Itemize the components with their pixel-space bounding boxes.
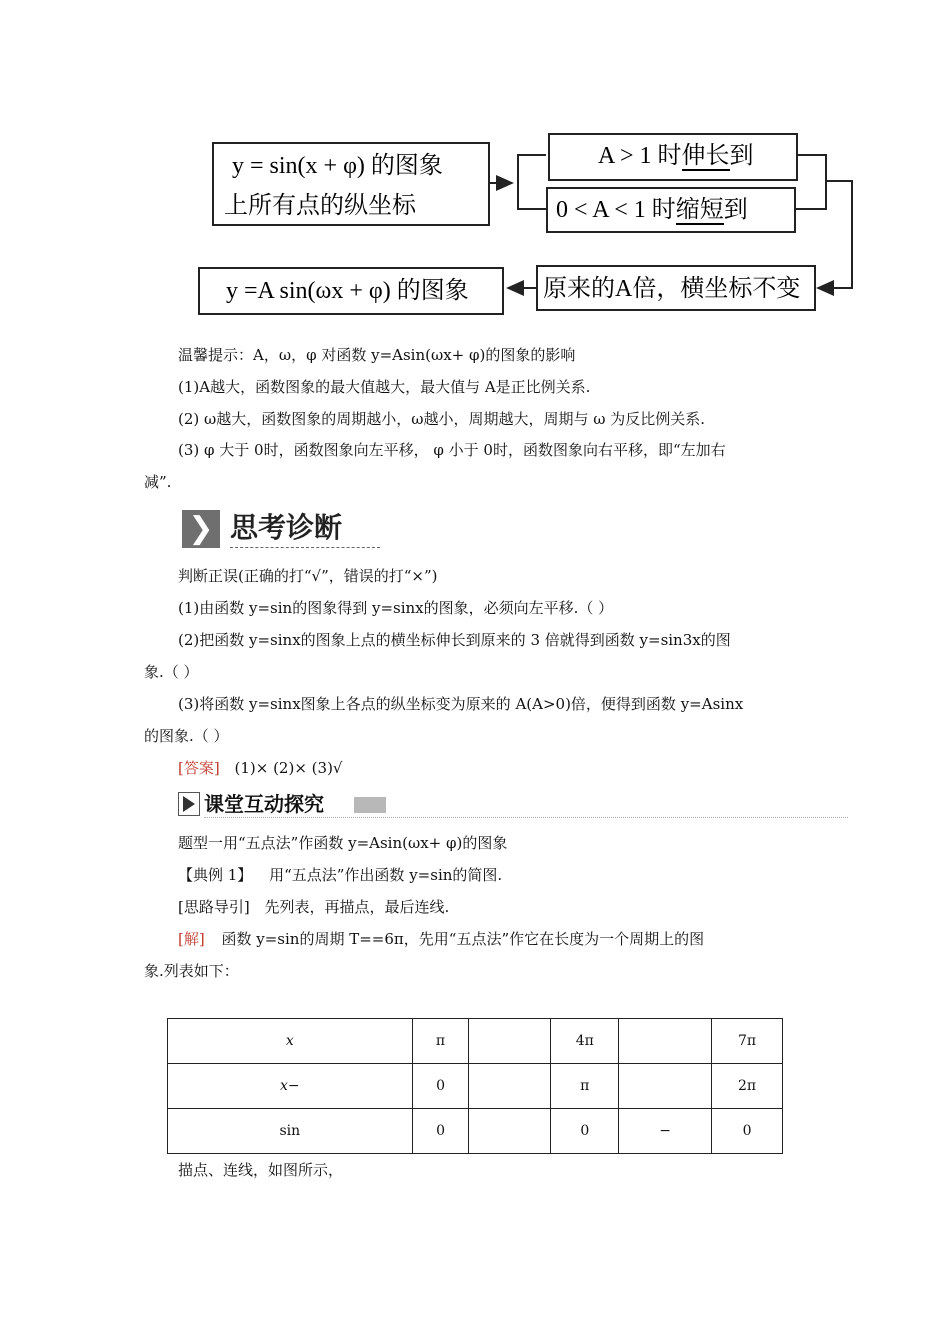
table-cell: 2π [712,1064,783,1109]
flow-box-stretch-underlined: 伸长 [681,143,730,169]
example-text: 用“五点法”作出函数 y=sin的简图. [269,866,503,884]
flow-box-scale-text: 原来的A倍，横坐标不变 [543,276,801,302]
table-cell: − [619,1109,712,1154]
play-arrow-icon [178,792,200,816]
judge-intro: 判断正误(正确的打“√”，错误的打“×”) [178,567,438,585]
answer-line [178,758,342,778]
flow-box-result-formula: y =A sin(ωx + φ) [226,278,391,304]
question-2a: (2)把函数 y=sinx的图象上点的横坐标伸长到原来的 3 倍就得到函数 y=sin3x的图 [178,631,731,649]
section-divider-class [204,817,848,818]
hint-line [178,897,449,917]
flow-box-shrink-post: 到 [723,197,748,223]
table-row [168,1109,783,1154]
table-cell [619,1019,712,1064]
question-3a: (3)将函数 y=sinx图象上各点的纵坐标变为原来的 A(A>0)倍，便得到函数 y=Asinx [178,695,744,713]
table-cell: 0 [412,1109,469,1154]
after-table-text: 描点、连线，如图所示， [178,1161,344,1179]
tips-point-3b: 减”. [144,473,172,491]
tips-point-1: (1)A越大，函数图象的最大值越大，最大值与 A是正比例关系. [178,378,591,396]
question-1: (1)由函数 y=sin的图象得到 y=sinx的图象，必须向左平移.（ ） [178,599,614,617]
tips-intro: 温馨提示：A，ω，φ 对函数 y=Asin(ωx+ φ)的图象的影响 [178,346,576,364]
solution-label: [解] [178,930,205,948]
table-cell: x [168,1019,413,1064]
table-cell [469,1019,551,1064]
flow-box-stretch-post: 到 [729,143,754,169]
table-cell: x− [168,1064,413,1109]
section-header-class [178,790,848,820]
section-header-thinking [182,510,382,550]
tips-point-3a: (3) φ 大于 0时，函数图象向左平移， φ 小于 0时，函数图象向右平移，即“左加右 [178,441,726,459]
example-label: 【典例 1】 [178,866,253,884]
value-table [167,1018,783,1154]
table-cell: 0 [712,1109,783,1154]
flow-box-source-line2: 上所有点的纵坐标 [224,193,416,219]
flow-box-shrink-underlined: 缩短 [675,197,724,223]
table-cell: 0 [412,1064,469,1109]
example-line [178,865,502,885]
hint-text: 先列表，再描点，最后连线. [264,898,450,916]
section-title-class: 课堂互动探究 [204,792,324,816]
hint-label: [思路导引] [178,898,250,916]
table-cell [469,1064,551,1109]
table-cell: sin [168,1109,413,1154]
section-header-bar [354,797,386,813]
solution-line-2: 象.列表如下： [144,962,239,980]
table-cell: 0 [551,1109,619,1154]
solution-text: 函数 y=sin的周期 T==6π，先用“五点法”作它在长度为一个周期上的图 [221,930,705,948]
connector-branch-bracket-left [518,155,546,209]
tips-point-2: (2) ω越大，函数图象的周期越小，ω越小，周期越大，周期与 ω 为反比例关系. [178,410,706,428]
topic-line: 题型一用“五点法”作函数 y=Asin(ωx+ φ)的图象 [178,834,508,852]
answer-label: [答案] [178,759,220,777]
chevron-icon: ❯ [182,510,220,548]
answer-text: (1)× (2)× (3)√ [234,759,343,777]
flow-box-result-suffix: 的图象 [390,278,469,304]
flow-box-source-line1: y = sin(x + φ) 的图象 [232,153,443,179]
table-cell: π [551,1064,619,1109]
question-2b: 象.（ ） [144,663,199,681]
connector-branch-bracket-right [796,155,826,209]
table-cell [469,1109,551,1154]
section-divider-thinking [230,547,380,548]
flow-connectors [0,0,950,340]
connector-to-scale [818,181,852,288]
table-cell: π [412,1019,469,1064]
question-3b: 的图象.（ ） [144,727,229,745]
flow-box-stretch-pre: A > 1 时 [598,143,682,169]
table-cell [619,1064,712,1109]
table-cell: 4π [551,1019,619,1064]
solution-line [178,929,704,949]
section-title-thinking: 思考诊断 [230,511,343,544]
table-cell: 7π [712,1019,783,1064]
table-row [168,1064,783,1109]
flow-box-shrink-pre: 0 < A < 1 时 [556,197,676,223]
table-row [168,1019,783,1064]
